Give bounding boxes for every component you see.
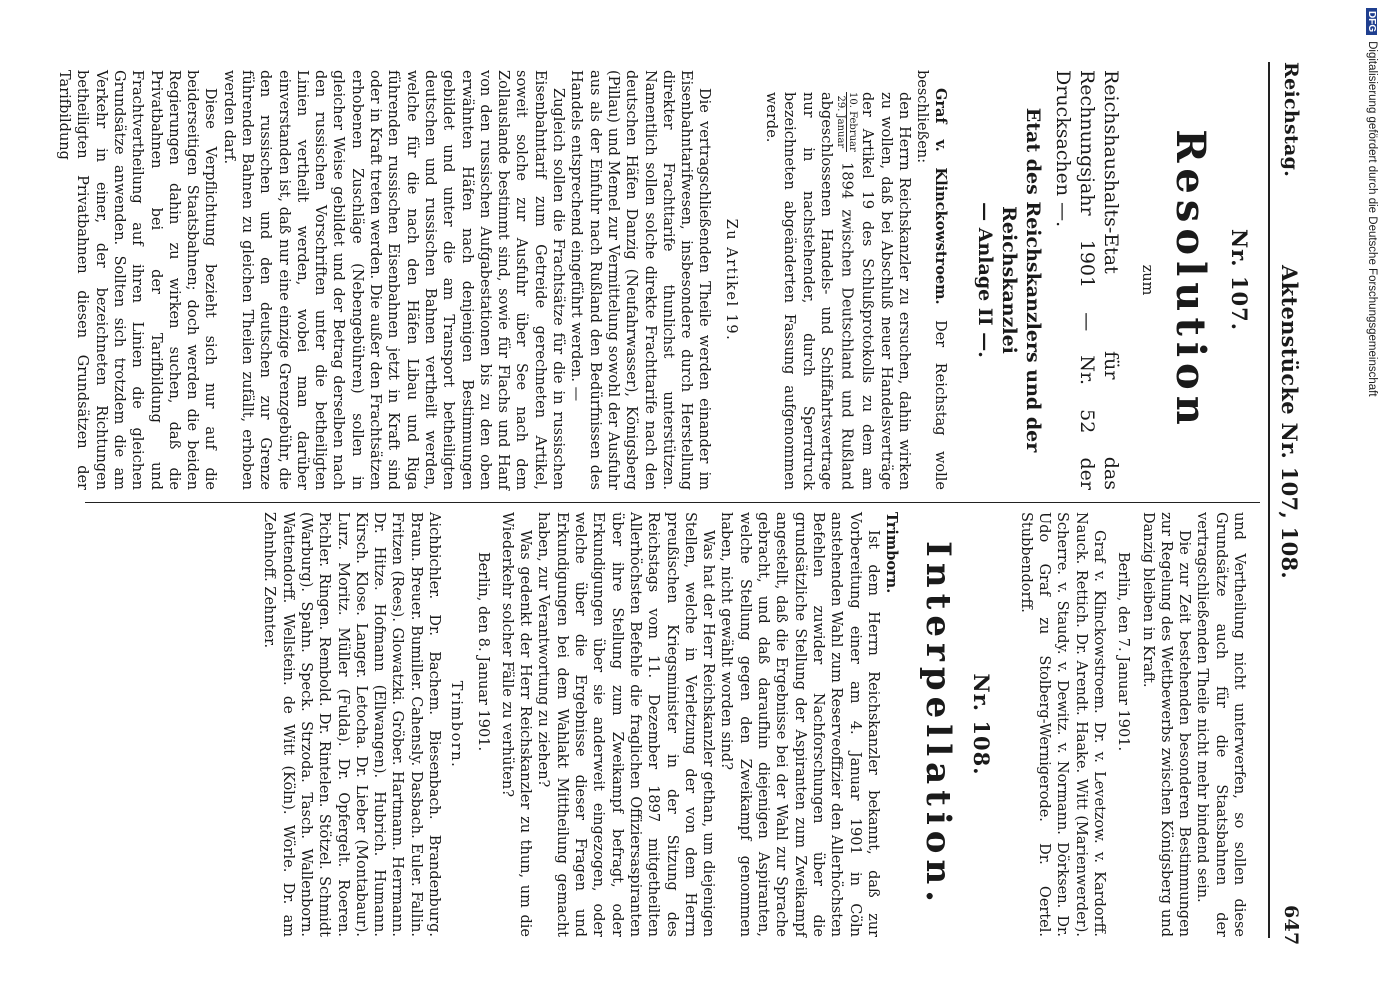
- header-center: Aktenstücke Nr. 107, 108.: [1277, 265, 1302, 580]
- dfg-logo: DFG: [1366, 8, 1377, 35]
- signatories-107: Graf v. Klinckowstroem. Dr. v. Levetzow. v. Kardorff. Nauck. Rettich. Dr. Arendt. Haake. Witt (Marienwerder). Scherre. v. Staudy. v. Dewitz. v. Normann. Dörksen. Dr. Udo Graf zu Stolberg-Wernigerode. Dr. Oertel. Stubbendorff.: [1017, 512, 1107, 937]
- author-108: Trimborn.: [883, 512, 901, 594]
- header-rule: [1268, 62, 1270, 938]
- date-fraction: [835, 92, 858, 152]
- motion-body-part-1: den Herrn Reichskanzler zu ersuchen, dahin wirken zu wollen, daß bei Abschluß neuer Handelsverträge der Artikel 19 des Schlußprotokolls zu dem am: [859, 92, 912, 490]
- motion-intro: [913, 70, 950, 490]
- left-column: [55, 70, 1252, 491]
- fraction-numerator: 10. Februar: [846, 92, 858, 152]
- dfg-credit-text: Digitalisierung gefördert durch die Deutsche Forschungsgemeinschaft: [1366, 41, 1378, 397]
- interpellation-title: Interpellation.: [918, 541, 959, 908]
- motion-text: Der Reichstag wolle beschließen:: [914, 70, 949, 490]
- subtitle-anlage: — Anlage II —.: [974, 202, 997, 358]
- fraction-denominator: 29. Januar: [834, 95, 846, 149]
- subtitle-reichskanzlei: Etat des Reichskanzlers und der Reichskanzlei: [998, 107, 1045, 453]
- date-108: Berlin, den 8. Januar 1901.: [474, 552, 491, 752]
- page-number: 647: [1280, 905, 1302, 946]
- continued-text: und Vertheilung nicht unterwerfen, so sollen diese Grundsätze auch für die Staatsbahnen der vertragschließenden Theile nicht mehr bindend sein.: [1194, 512, 1247, 937]
- subtitle-etat: Reichshaushalts-Etat für das Rechnungsjahr 1901 — Nr. 52 der Drucksachen —.: [1052, 70, 1123, 490]
- article-para-2: Zugleich sollen die Frachtsätze für die in russischen Eisenbahntarif zum Getreide gerechneten Artikel, soweit solche zur Ausfuhr über See nach dem Zollauslande bestimmt sind, sowie für Flachs und Hanf von den russischen Aufgabestationen bis zu den oben erwähnten Häfen nach denjenigen Bestimmungen gebildet und unter die am Transport betheiligten deutschen und russischen Bahnen vertheilt werden, welche für die nach den Häfen Libau und Riga führenden russischen Eisenbahnen jetzt in Kraft sind oder in Kraft treten werden. Die außer den Frachtsätzen erhobenen Zuschläge (Nebengebühren) sollen in gleicher Weise gebildet und der Betrag derselben nach den russischen Vorschriften unter die betheiligten Linien vertheilt werden, wobei man darüber einverstanden ist, daß nur eine einzige Grenzgebühr, die den russischen und den deutschen zur Grenze führenden Bahnen zu gleichen Theilen zufällt, erhoben werden darf.: [220, 70, 567, 490]
- motion-body: [762, 92, 913, 490]
- nr-108: Nr. 108.: [969, 673, 995, 776]
- signatories-108: Aichbichler. Dr. Bachem. Biesenbach. Brandenburg. Braun. Breuer. Bumiller. Cahensly. Dasbach. Euler. Fallin. Fritzen (Rees). Glowatzki. Gröber. Hartmann. Herrmann. Dr. Hitze. Hofmann (Ellwangen). Hubrich. Humann. Kirsch. Klose. Langer. Letocha. Dr. Lieber (Montabaur). Lurz. Moritz. Müller (Fulda). Dr. Opfergelt. Roeren. Pichler. Ringen. Rembold. Dr. Rintelen. Stötzel. Schmidt (Warburg). Spahn. Speck. Strzoda. Tasch. Wallenborn. Wattendorff. Wellstein. de Witt (Köln). Wörle. Dr. am Zehnhoff. Zehnter.: [261, 512, 443, 937]
- header-left: Reichstag.: [1280, 62, 1302, 178]
- resolution-title: Resolution: [1166, 129, 1214, 431]
- continued-text-2: Die zur Zeit bestehenden besonderen Bestimmungen zur Regelung des Wettbewerbs zwischen Königsberg und Danzig bleiben in Kraft.: [1139, 512, 1193, 937]
- date-107: Berlin, den 7. Januar 1901.: [1115, 552, 1132, 752]
- article-heading: Zu Artikel 19.: [722, 218, 739, 342]
- interpellation-text-2: Was hat der Herr Reichskanzler gethan, um diejenigen Stellen, welche in Verletzung der von dem Herrn preußischen Kriegsminister in der Sitzung des Reichstags vom 11. Dezember 1897 mitgetheilten Allerhöchsten Befehle die fraglichen Offiziersaspiranten über ihre Stellung zum Zweikampf befragt, oder Erkundigungen über sie anderweit eingezogen, oder welche über die Ergebnisse dieser Fragen und Erkundigungen bei dem Wahlakt Mittheilung gemacht haben, zur Verantwortung zu ziehen?: [535, 512, 717, 937]
- dfg-credit-strip: [1356, 8, 1378, 728]
- motion-author: Graf v. Klinckowstroem.: [932, 88, 950, 305]
- nr-107: Nr. 107.: [1227, 228, 1252, 332]
- interpellation-text-1: Ist dem Herrn Reichskanzler bekannt, daß zur Vorbereitung einer am 4. Januar 1901 in Cöln anstehenden Wahl zum Reserveoffizier den Allerhöchsten Befehlen zuwider Nachforschungen über die grundsätzliche Stellung der Aspiranten zum Zweikampf angestellt, daß die Ergebnisse bei der Wahl zur Sprache gebracht, und daß daraufhin diejenigen Aspiranten, welche Stellung gegen den Zweikampf genommen haben, nicht gewählt worden sind?: [718, 512, 881, 937]
- zum-label: zum: [1138, 264, 1155, 296]
- article-para-1: Die vertragschließenden Theile werden einander im Eisenbahntarifwesen, insbesondere durch Herstellung direkter Frachttarife thunlichst unterstützen. Namentlich sollen solche direkte Frachttarife nach den deutschen Häfen Danzig (Neufahrwasser), Königsberg (Pillau) und Memel zur Vermittelung sowohl der Ausfuhr aus als der Einfuhr nach Rußland den Bedürfnissen des Handels entsprechend eingeführt werden. —: [568, 70, 713, 490]
- motion-body-part-2: 1894 zwischen Deutschland und Rußland abgeschlossenen Handels- und Schiffahrtsvertrage nur in nachstehender, durch Sperrdruck bezeichneten abgeänderten Fassung aufgenommen werde.: [763, 92, 855, 491]
- dfg-credit: [1366, 8, 1378, 397]
- article-para-3: Diese Verpflichtung bezieht sich nur auf die beiderseitigen Staatsbahnen; doch werden die beiden Regierungen dahin zu wirken suchen, daß die Privatbahnen bei der Tarifbildung und Frachtvertheilung auf ihren Linien die gleichen Grundsätze anwenden. Sollten sich trotzdem die am Verkehr in einer, der bezeichneten Richtungen betheiligten Privatbahnen diesen Grundsätzen der Tarifbildung: [56, 70, 219, 490]
- column-divider: [85, 502, 1260, 503]
- right-column: [260, 512, 1248, 937]
- interpellation-text-3: Was gedenkt der Herr Reichskanzler zu thun, um die Wiederkehr solcher Fälle zu verhüten?: [498, 512, 534, 937]
- author-108-signature: Trimborn.: [448, 680, 465, 769]
